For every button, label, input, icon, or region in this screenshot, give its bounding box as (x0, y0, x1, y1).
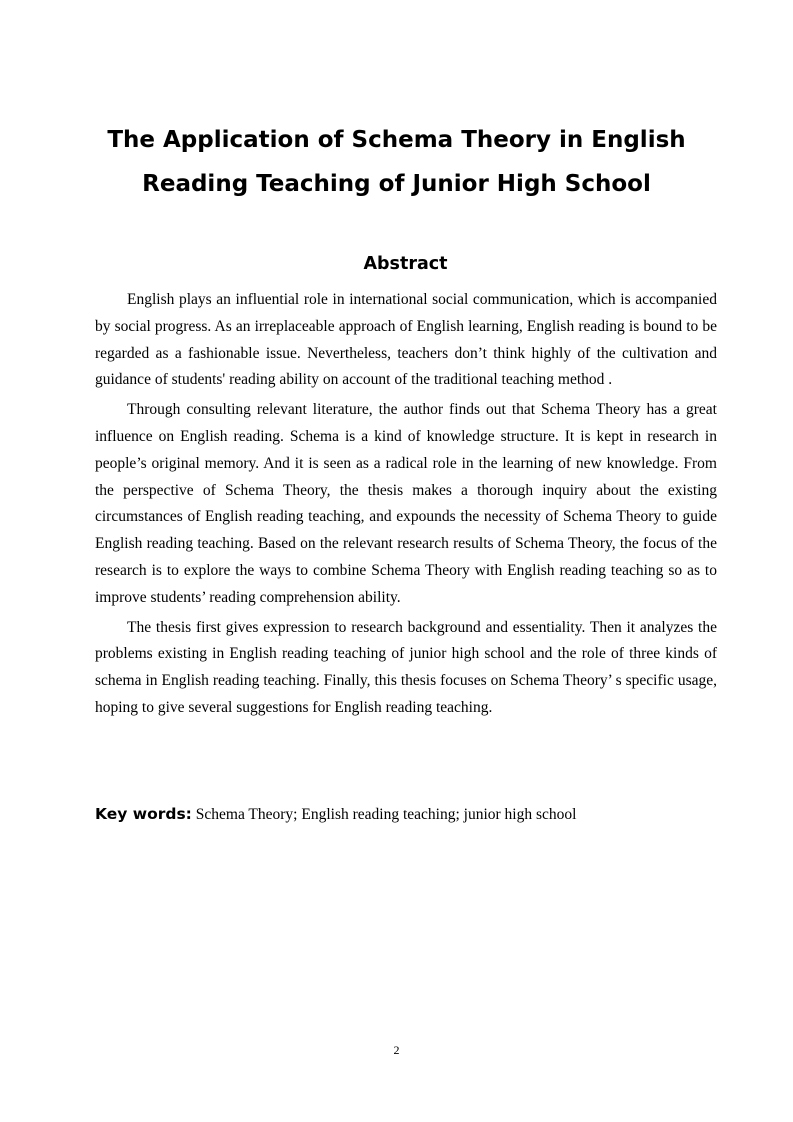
abstract-paragraph-2: Through consulting relevant literature, the author finds out that Schema Theory has a great influence on English reading. Schema is a kind of knowledge structure. It is kept in research in people’s original memory. And it is seen as a radical role in the learning of new knowledge. From the perspective of Schema Theory, the thesis makes a thorough inquiry about the existing circumstances of English reading teaching, and expounds the necessity of Schema Theory to guide English reading teaching. Based on the relevant research results of Schema Theory, the focus of the research is to explore the ways to combine Schema Theory with English reading teaching so as to improve students’ reading comprehension ability. (95, 401, 717, 606)
page-number: 2 (393, 1043, 400, 1057)
abstract-body (95, 287, 717, 725)
document-title (60, 118, 733, 206)
abstract-heading: Abstract (363, 254, 448, 274)
keywords-label: Key words: (95, 805, 192, 823)
title-line-1: The Application of Schema Theory in English (107, 127, 686, 153)
abstract-paragraph-3: The thesis first gives expression to research background and essentiality. Then it analyzes the problems existing in English reading teaching of junior high school and the role of three kinds of schema in English reading teaching. Finally, this thesis focuses on Schema Theory’ s specific usage, hoping to give several suggestions for English reading teaching. (95, 618, 717, 716)
keywords-text: Schema Theory; English reading teaching; junior high school (195, 806, 577, 823)
keywords-line (95, 801, 717, 828)
abstract-paragraph-1: English plays an influential role in international social communication, which is accompanied by social progress. As an irreplaceable approach of English learning, English reading is bound to be regarded as a fashionable issue. Nevertheless, teachers don’t think highly of the cultivation and guidance of students' reading ability on account of the traditional teaching method . (95, 291, 717, 389)
title-line-2: Reading Teaching of Junior High School (142, 171, 651, 197)
